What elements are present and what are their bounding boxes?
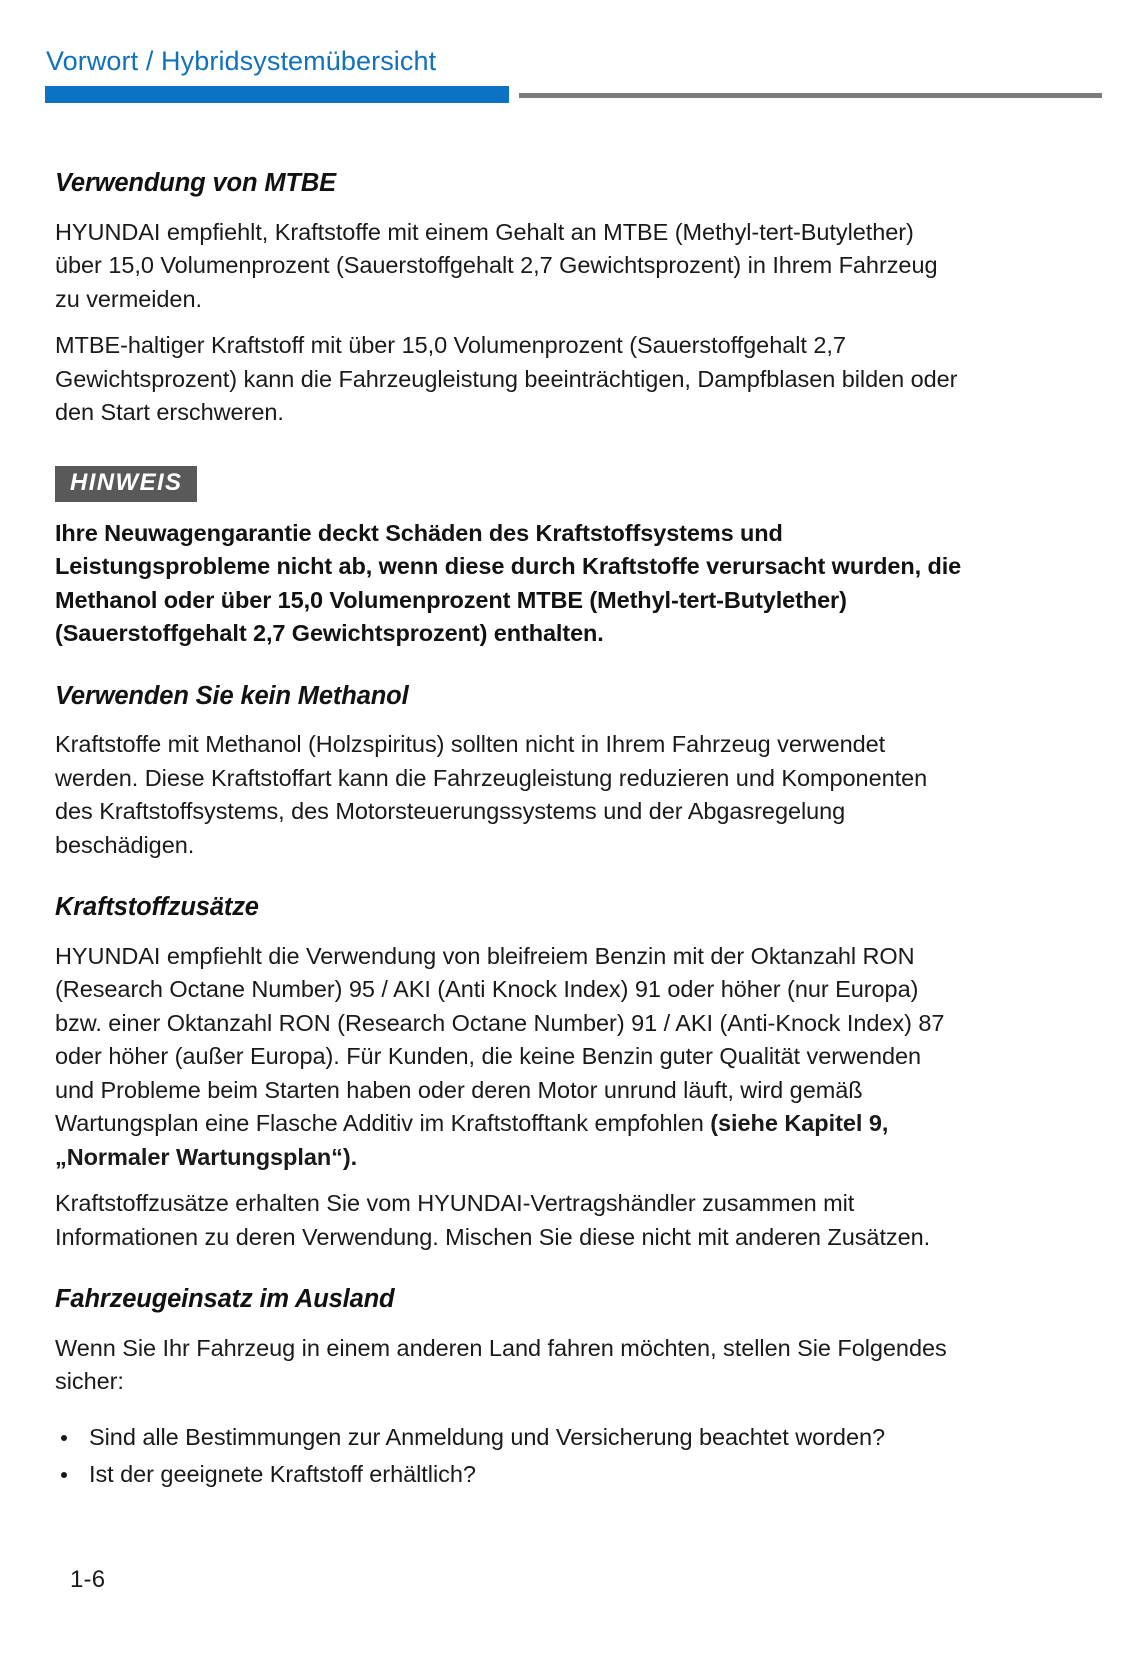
notice-text: Ihre Neuwagengarantie deckt Schäden des Kraftstoffsystems und Leistungsprobleme nicht ab, wenn diese durch Kraftstoffe verursacht wurden, die Methanol oder über 15,0 Volumenprozent MTBE (Methyl-tert-Butylether) (Sauerstoffgehalt 2,7 Gewichtsprozent) enthalten.: [55, 519, 962, 646]
paragraph-additives-1-emphasis: (siehe Kapitel 9, „Normaler Wartungsplan“).: [55, 1110, 889, 1170]
header-blue-rule: [45, 86, 509, 103]
list-item-label: Sind alle Bestimmungen zur Anmeldung und Versicherung beachtet worden?: [89, 1423, 886, 1450]
list-item-label: Ist der geeignete Kraftstoff erhältlich?: [89, 1461, 476, 1488]
paragraph-methanol-1: Kraftstoffe mit Methanol (Holzspiritus) sollten nicht in Ihrem Fahrzeug verwendet werden. Diese Kraftstoffart kann die Fahrzeugleistung reduzieren und Komponenten des Kraftstoffsystems, des Motorsteuerungssystems und der Abgasregelung beschädigen.: [55, 731, 928, 858]
paragraph-abroad-1: Wenn Sie Ihr Fahrzeug in einem anderen Land fahren möchten, stellen Sie Folgendes sicher:: [55, 1334, 947, 1395]
notice-badge: HINWEIS: [55, 466, 197, 502]
header-gray-rule: [519, 93, 1102, 98]
paragraph-mtbe-2: MTBE-haltiger Kraftstoff mit über 15,0 Volumenprozent (Sauerstoffgehalt 2,7 Gewichtsprozent) kann die Fahrzeugleistung beeinträchtigen, Dampfblasen bilden oder den Start erschweren.: [55, 332, 958, 426]
header-title: Vorwort / Hybridsystemübersicht: [46, 46, 437, 76]
bullet-icon: [61, 1472, 67, 1478]
heading-kraftstoffzusaetze: Kraftstoffzusätze: [55, 893, 259, 922]
paragraph-additives-1-normal: HYUNDAI empfiehlt die Verwendung von bleifreiem Benzin mit der Oktanzahl RON (Research Octane Number) 95 / AKI (Anti Knock Index) 91 oder höher (nur Europa) bzw. einer Oktanzahl RON (Research Octane Number) 91 / AKI (Anti-Knock Index) 87 oder höher (außer Europa). Für Kunden, die keine Benzin guter Qualität verwenden und Probleme beim Starten haben oder deren Motor unrund läuft, wird gemäß Wartungsplan eine Flasche Additiv im Kraftstofftank empfohlen: [55, 942, 945, 1137]
paragraph-additives-1: [55, 940, 965, 1175]
abroad-checklist: [55, 1421, 965, 1492]
page-number: 1-6: [70, 1566, 106, 1593]
list-item: [55, 1421, 965, 1455]
bullet-icon: [61, 1435, 67, 1441]
heading-verwendung-von-mtbe: Verwendung von MTBE: [55, 169, 336, 197]
heading-fahrzeugeinsatz-im-ausland: Fahrzeugeinsatz im Ausland: [55, 1285, 395, 1314]
list-item: [55, 1458, 965, 1492]
heading-verwenden-sie-kein-methanol: Verwenden Sie kein Methanol: [55, 681, 409, 710]
page-header: [0, 0, 1142, 110]
page-footer: [0, 1524, 1142, 1654]
notice-block: [55, 466, 965, 651]
paragraph-additives-2: Kraftstoffzusätze erhalten Sie vom HYUNDAI-Vertragshändler zusammen mit Informationen zu deren Verwendung. Mischen Sie diese nicht mit anderen Zusätzen.: [55, 1190, 931, 1250]
page-content: [55, 168, 965, 1496]
paragraph-mtbe-1: HYUNDAI empfiehlt, Kraftstoffe mit einem Gehalt an MTBE (Methyl-tert-Butylether) über 15,0 Volumenprozent (Sauerstoffgehalt 2,7 Gewichtsprozent) in Ihrem Fahrzeug zu vermeiden.: [55, 218, 938, 312]
